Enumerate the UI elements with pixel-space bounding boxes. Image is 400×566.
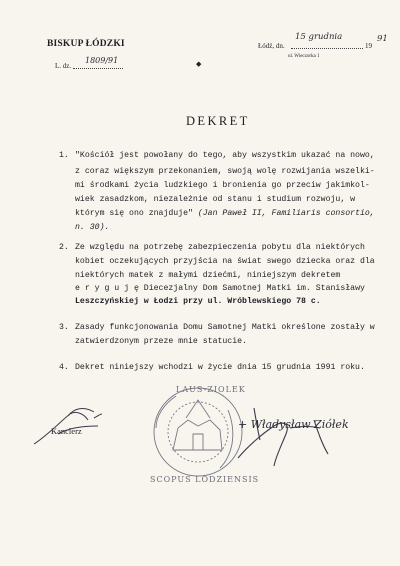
seal-lettering: [150, 385, 259, 484]
issuer-address: ul. Wieczorka 1: [288, 54, 320, 59]
institution-name: Diecezjalny Dom Samotnej Matki im. Stanisławy: [143, 284, 365, 293]
place-date-label: Łódź, dn.: [258, 42, 285, 50]
paragraph-1-citation: (Jan Paweł II, Familiaris consortio,: [197, 209, 375, 218]
reference-label: L. dz.: [55, 62, 72, 70]
paragraph-1-citation-end: n. 30).: [75, 223, 110, 232]
bishop-signature: + Władysław Ziółek: [238, 418, 349, 431]
paragraph-1-line: z coraz większym przekonaniem, swoją wolę rozwijania wszelki-: [75, 167, 375, 176]
reference-dotted-line: [73, 68, 123, 69]
decree-verb: e r y g u j ę: [75, 284, 139, 293]
registry-mark: ◆: [196, 60, 202, 68]
signature-seal-area: [28, 380, 378, 500]
paragraph-1-number: 1.: [59, 151, 69, 160]
paragraph-4-line: Dekret niniejszy wchodzi w życie dnia 15 grudnia 1991 roku.: [75, 363, 365, 372]
paragraph-1-last-line: [75, 210, 375, 218]
issuer-title: BISKUP ŁÓDZKI: [47, 39, 125, 49]
paragraph-3-line: zatwierdzonym przeze mnie statucie.: [75, 337, 247, 346]
paragraph-2-line: Ze względu na potrzebę zabezpieczenia pobytu dla niektórych: [75, 243, 365, 252]
paragraph-2-number: 2.: [59, 243, 69, 252]
paragraph-3-line: Zasady funkcjonowania Domu Samotnej Matki określone zostały w: [75, 323, 375, 332]
paragraph-2-verb-line: [75, 285, 365, 293]
svg-text:LAUS-ZIOLEK: LAUS-ZIOLEK: [176, 385, 246, 394]
paragraph-1-line: wiek zasadzkom, niezależnie od stanu i studium rozwoju, w: [75, 195, 356, 204]
paragraph-3-number: 3.: [59, 323, 69, 332]
year-prefix: 19: [365, 42, 372, 50]
paragraph-4-number: 4.: [59, 363, 69, 372]
date-dotted-line: [291, 48, 363, 49]
official-seal: [154, 388, 242, 476]
paragraph-1-quote-end: którym się ono znajduje": [75, 209, 193, 218]
paragraph-2-line: niektórych matek z małymi dziećmi, niniejszym dekretem: [75, 271, 341, 280]
paragraph-1-line: "Kościół jest powołany do tego, aby wszystkim ukazać na nowo,: [75, 151, 375, 160]
svg-text:SCOPUS LODZIENSIS: SCOPUS LODZIENSIS: [150, 475, 260, 484]
paragraph-2-line: kobiet oczekujących przyjścia na świat swego dziecka oraz dla: [75, 257, 375, 266]
bishop-signature-scrawl: [238, 408, 328, 466]
chancellor-label: Kanclerz: [51, 426, 82, 436]
paragraph-1-line: mi środkami życia ludzkiego i bronienia go przeciw jakimkol-: [75, 181, 370, 190]
year-handwritten: 91: [377, 34, 388, 44]
institution-address-line: Leszczyńskiej w Łodzi przy ul. Wróblewskiego 78 c.: [75, 297, 321, 306]
date-handwritten: 15 grudnia: [295, 32, 343, 42]
document-title: DEKRET: [186, 114, 250, 128]
reference-number: 1809/91: [85, 56, 119, 65]
